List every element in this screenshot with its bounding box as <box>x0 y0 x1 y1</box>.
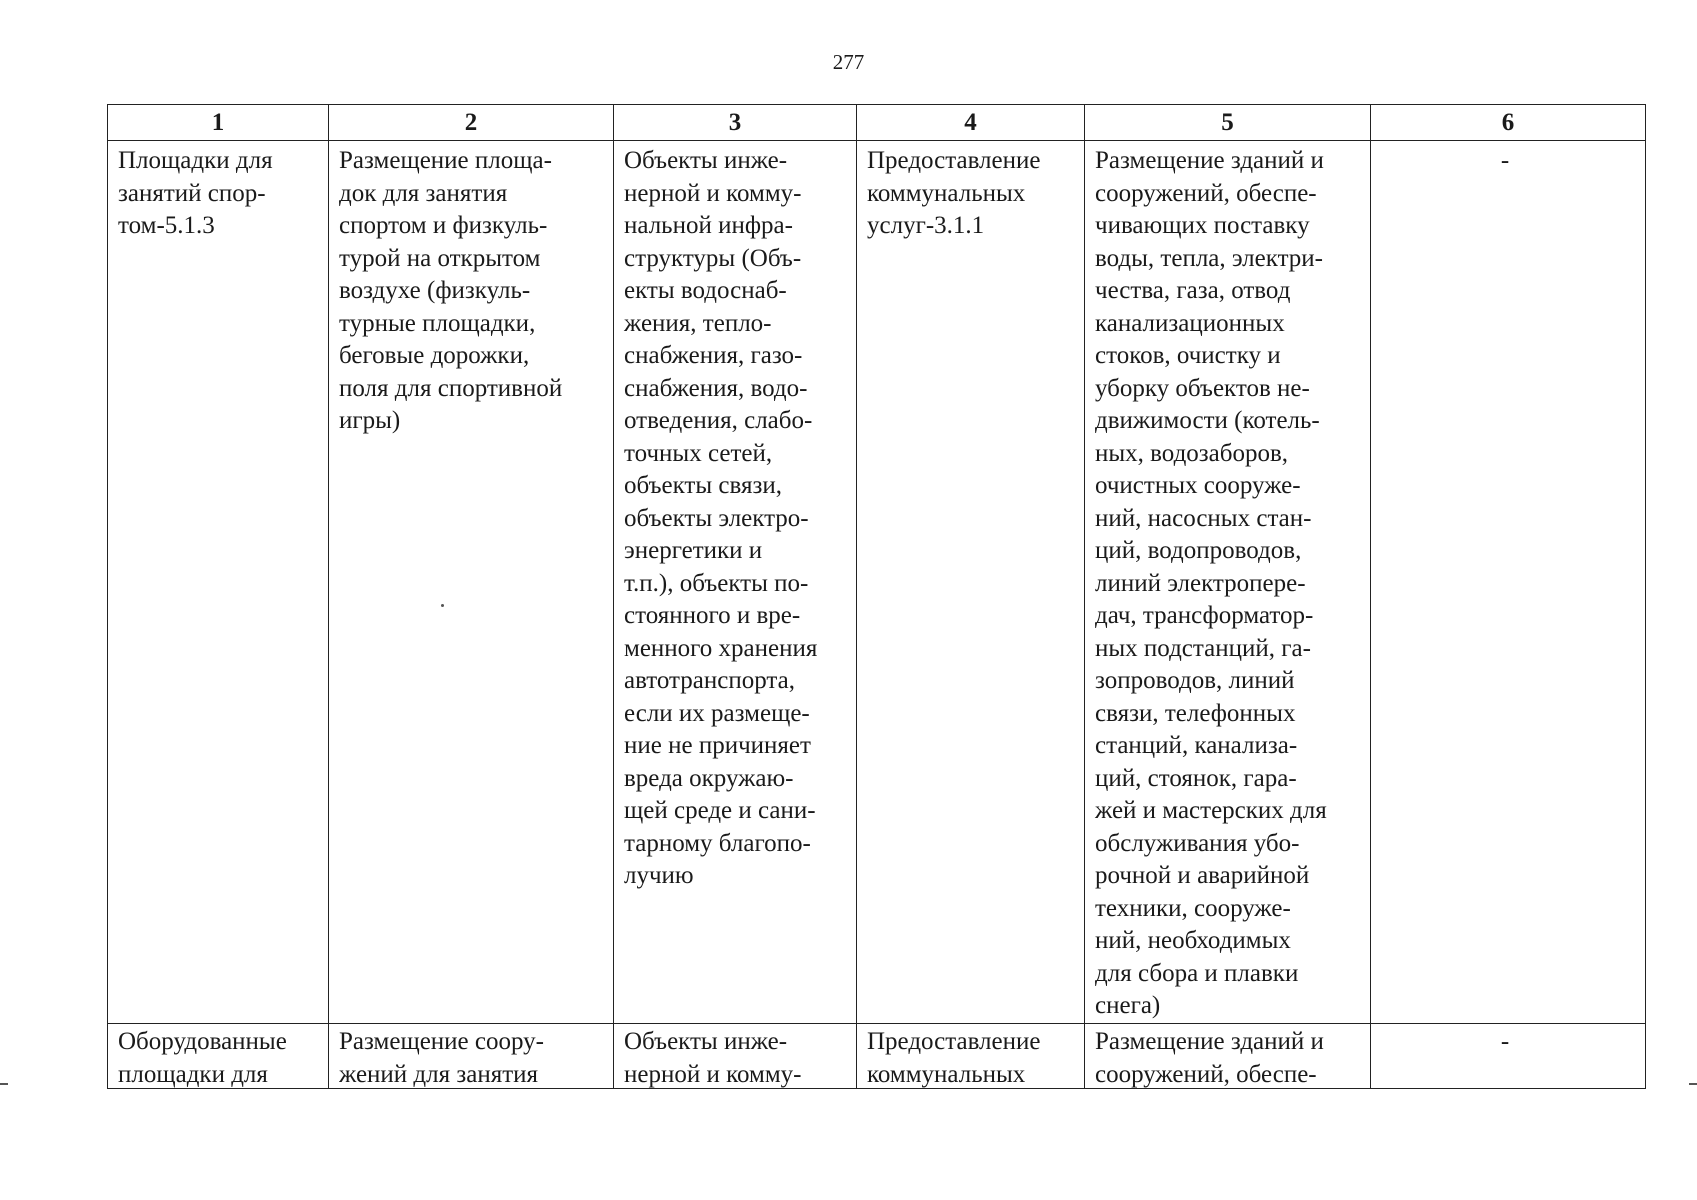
cell-land-use-description <box>329 1024 614 1089</box>
cell-column-6 <box>1371 141 1646 1024</box>
scan-edge-mark <box>1689 1083 1697 1085</box>
scan-edge-mark <box>0 1083 8 1085</box>
cell-text: Предоставление коммунальных услуг-3.1.1 <box>867 147 1041 239</box>
cell-text: Размещение зданий и сооружений, обеспе- <box>1095 1028 1324 1088</box>
land-use-table <box>107 104 1646 1089</box>
cell-auxiliary-use-type <box>857 1024 1085 1089</box>
cell-auxiliary-objects <box>614 1024 857 1089</box>
column-header-6: 6 <box>1371 105 1646 141</box>
cell-land-use-description <box>329 141 614 1024</box>
cell-text: Оборудованные площадки для <box>118 1028 287 1088</box>
cell-text: Размещение зданий и сооружений, обеспе- чивающих поставку воды, тепла, электри- чества, газа, отвод канализационных стоков, очистку и уборку объектов не- движимости (котель- ных, водозаборов, очистных сооруже- ний, насосных стан- ций, водопроводов, линий электропере- дач, трансформатор- ных подстанций, га- зопроводов, линий связи, телефонных станций, канализа- ций, стоянок, гара- жей и мастерских для обслуживания убо- рочной и аварийной техники, сооруже- ний, необходимых для сбора и плавки снега) <box>1095 147 1327 1019</box>
cell-land-use-type <box>108 1024 329 1089</box>
cell-text: Объекты инже- нерной и комму- <box>624 1028 802 1088</box>
scan-speck <box>441 604 444 607</box>
column-header-1: 1 <box>108 105 329 141</box>
cell-text: - <box>1500 147 1510 174</box>
cell-auxiliary-use-description <box>1085 141 1371 1024</box>
cell-text: Объекты инже- нерной и комму- нальной инфра- структуры (Объ- екты водоснаб- жения, тепло- снабжения, газо- снабжения, водо- отведения, слабо- точных сетей, объекты связи, объекты электро- энергетики и т.п.), объекты по- стоянного и вре- менного хранения автотранспорта, если их размеще- ние не причиняет вреда окружаю- щей среде и сани- тарному благопо- лучию <box>624 147 818 889</box>
cell-land-use-type <box>108 141 329 1024</box>
cell-text: Предоставление коммунальных <box>867 1028 1041 1088</box>
cell-auxiliary-objects <box>614 141 857 1024</box>
cell-auxiliary-use-type <box>857 141 1085 1024</box>
column-header-5: 5 <box>1085 105 1371 141</box>
page-number: 277 <box>832 50 865 74</box>
cell-auxiliary-use-description <box>1085 1024 1371 1089</box>
cell-text: Площадки для занятий спор- том-5.1.3 <box>118 147 273 239</box>
table-row <box>108 141 1646 1024</box>
table-row <box>108 1024 1646 1089</box>
cell-column-6 <box>1371 1024 1646 1089</box>
cell-text: Размещение площа- док для занятия спортом и физкуль- турой на открытом воздухе (физкуль- турные площадки, беговые дорожки, поля для спортивной игры) <box>339 147 563 434</box>
table-header-row <box>108 105 1646 141</box>
column-header-2: 2 <box>329 105 614 141</box>
column-header-3: 3 <box>614 105 857 141</box>
cell-text: Размещение соору- жений для занятия <box>339 1028 544 1088</box>
column-header-4: 4 <box>857 105 1085 141</box>
cell-text: - <box>1500 1028 1510 1055</box>
